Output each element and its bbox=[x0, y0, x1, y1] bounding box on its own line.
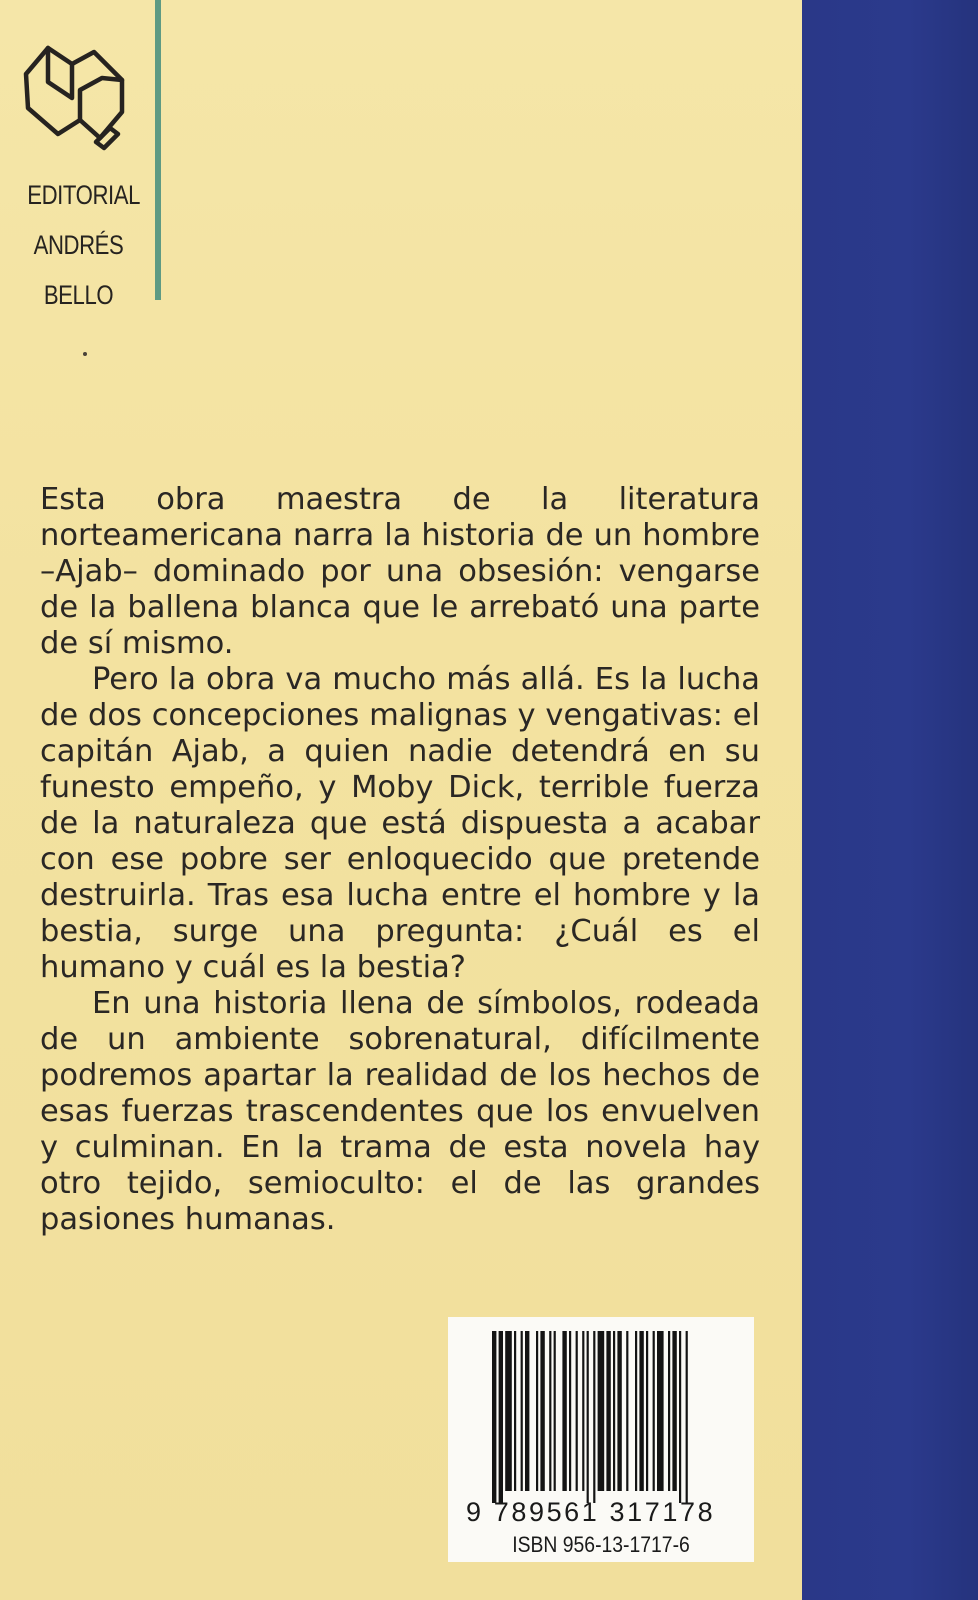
barcode-bar bbox=[672, 1331, 676, 1491]
barcode-bar bbox=[639, 1331, 643, 1491]
barcode-bar bbox=[499, 1331, 503, 1503]
barcode-bar bbox=[505, 1331, 512, 1491]
blurb-paragraph-2: Pero la obra va mucho más allá. Es la lucha de dos concepciones malignas y vengativas: el capitán Ajab, a quien nadie detendrá en su funesto empeño, y Moby Dick, terrible fuerza de la naturaleza que está dispuesta a acabar con ese pobre ser enloquecido que pretende destruirla. Tras esa lucha entre el hombre y la bestia, surge una pregunta: ¿Cuál es el humano y cuál es la bestia? bbox=[40, 662, 760, 985]
publisher-line-3: BELLO bbox=[43, 280, 114, 310]
barcode-bar bbox=[679, 1331, 681, 1503]
blurb-paragraph-1: Esta obra maestra de la literatura norteamericana narra la historia de un hombre –Ajab– dominado por una obsesión: vengarse de la ballena blanca que le arrebató una parte de sí mismo. bbox=[40, 482, 760, 661]
barcode-digits: 9 789561 317178 bbox=[466, 1497, 716, 1527]
barcode-bar bbox=[492, 1331, 496, 1503]
barcode-bar bbox=[554, 1331, 556, 1491]
isbn-number: ISBN 956-13-1717-6 bbox=[512, 1532, 690, 1557]
barcode-bar bbox=[646, 1331, 648, 1491]
blue-spine bbox=[802, 0, 978, 1600]
barcode-bar bbox=[514, 1331, 516, 1491]
barcode-bar bbox=[657, 1331, 664, 1491]
barcode-bar bbox=[562, 1331, 566, 1491]
blurb-paragraph-3: En una historia llena de símbolos, rodeada de un ambiente sobrenatural, difícilmente podremos apartar la realidad de los hechos de esas fuerzas trascendentes que los envuelven y culminan. En la trama de esta novela hay otro tejido, semioculto: el de las grandes pasiones humanas. bbox=[40, 986, 760, 1237]
publisher-name bbox=[16, 170, 141, 320]
barcode-bar bbox=[617, 1331, 621, 1491]
barcode-bar bbox=[587, 1331, 589, 1503]
barcode-bar bbox=[549, 1331, 551, 1491]
barcode-bar bbox=[576, 1331, 578, 1491]
barcode-bar bbox=[613, 1331, 615, 1491]
barcode-bar bbox=[606, 1331, 610, 1491]
barcode-bar bbox=[626, 1331, 628, 1491]
barcode-bar bbox=[536, 1331, 538, 1491]
barcode-bar bbox=[525, 1331, 529, 1491]
blurb-text bbox=[40, 482, 760, 1238]
barcode-bar bbox=[521, 1331, 523, 1491]
print-speck bbox=[83, 352, 87, 356]
barcode-bar bbox=[686, 1331, 688, 1503]
green-vertical-rule bbox=[155, 0, 161, 300]
barcode-label bbox=[448, 1317, 754, 1562]
open-book-logo-icon bbox=[22, 42, 132, 152]
publisher-line-1: EDITORIAL bbox=[27, 180, 141, 210]
barcode-bar bbox=[653, 1331, 655, 1491]
barcode-bar bbox=[593, 1331, 595, 1503]
barcode-bar bbox=[582, 1331, 584, 1491]
barcode-bar bbox=[569, 1331, 571, 1491]
barcode-bars bbox=[448, 1317, 754, 1507]
barcode-bar bbox=[635, 1331, 637, 1491]
barcode-bar bbox=[540, 1331, 544, 1491]
barcode-bar bbox=[598, 1331, 605, 1491]
barcode-bar bbox=[668, 1331, 670, 1491]
publisher-line-2: ANDRÉS bbox=[33, 230, 124, 260]
